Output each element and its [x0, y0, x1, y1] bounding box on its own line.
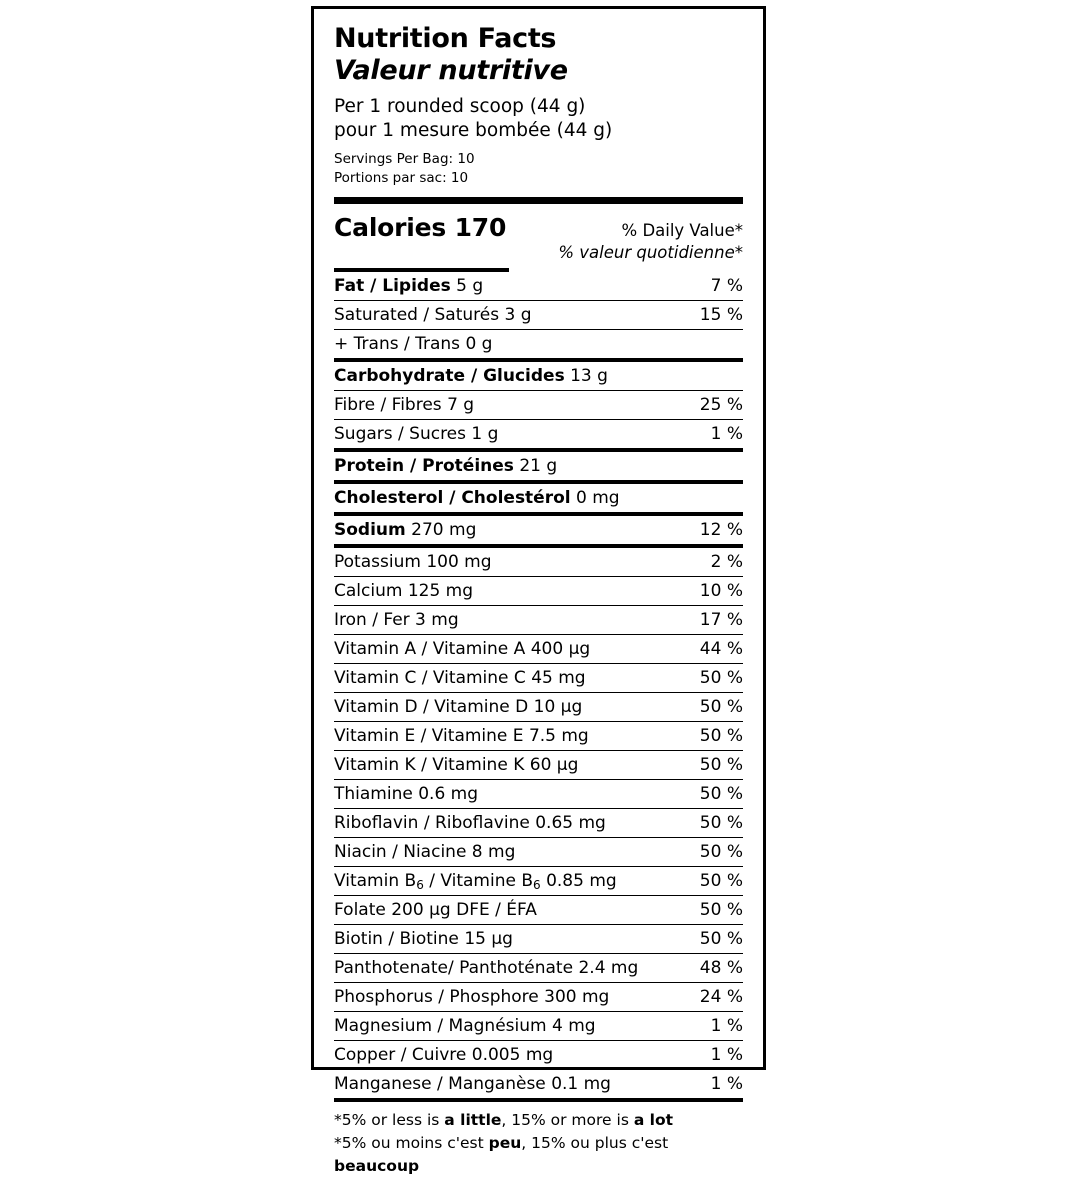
- nutrient-name: Vitamin C / Vitamine C 45 mg: [334, 663, 692, 692]
- table-row: [334, 419, 743, 450]
- title-english: Nutrition Facts: [334, 23, 557, 54]
- nutrient-dv: 50 %: [692, 866, 743, 895]
- serving-size-french: pour 1 mesure bombée (44 g): [334, 120, 613, 142]
- nutrient-dv: 50 %: [692, 808, 743, 837]
- nutrient-name: Manganese / Manganèse 0.1 mg: [334, 1069, 692, 1100]
- table-row: [334, 605, 743, 634]
- nutrient-name: Fat / Lipides 5 g: [334, 272, 692, 301]
- nutrient-dv: 50 %: [692, 692, 743, 721]
- table-row: [334, 895, 743, 924]
- footnote-french: *5% ou moins c'est peu, 15% ou plus c'est beaucoup: [334, 1133, 669, 1175]
- nutrient-dv: 1 %: [692, 1069, 743, 1100]
- nutrient-name: Sodium 270 mg: [334, 514, 692, 546]
- nutrient-name: Iron / Fer 3 mg: [334, 605, 692, 634]
- divider-thick-top: [334, 197, 743, 204]
- table-row: [334, 1040, 743, 1069]
- table-row: [334, 1069, 743, 1100]
- nutrition-facts-inner: [314, 9, 763, 1175]
- table-row: [334, 663, 743, 692]
- nutrient-dv: 50 %: [692, 895, 743, 924]
- table-row: [334, 692, 743, 721]
- daily-value-header: [558, 213, 743, 265]
- table-row: [334, 982, 743, 1011]
- nutrient-name: Panthotenate/ Panthoténate 2.4 mg: [334, 953, 692, 982]
- footnote-english: *5% or less is a little, 15% or more is a lot: [334, 1110, 674, 1129]
- footnote: [334, 1102, 743, 1178]
- nutrient-dv: 50 %: [692, 721, 743, 750]
- serving-size-english: Per 1 rounded scoop (44 g): [334, 95, 586, 117]
- table-row: [334, 546, 743, 577]
- table-row: [334, 390, 743, 419]
- nutrient-name: Protein / Protéines 21 g: [334, 450, 692, 482]
- nutrient-name: Carbohydrate / Glucides 13 g: [334, 360, 692, 391]
- nutrient-name: Cholesterol / Cholestérol 0 mg: [334, 482, 692, 514]
- nutrient-dv: [692, 360, 743, 391]
- nutrient-name: Saturated / Saturés 3 g: [334, 300, 692, 329]
- table-row: [334, 750, 743, 779]
- nutrient-name: Vitamin K / Vitamine K 60 µg: [334, 750, 692, 779]
- table-row: [334, 514, 743, 546]
- nutrient-name: Copper / Cuivre 0.005 mg: [334, 1040, 692, 1069]
- nutrient-name: Vitamin A / Vitamine A 400 µg: [334, 634, 692, 663]
- nutrient-dv: 50 %: [692, 750, 743, 779]
- nutrient-dv: 50 %: [692, 837, 743, 866]
- nutrient-dv: 7 %: [692, 272, 743, 301]
- nutrient-dv: 2 %: [692, 546, 743, 577]
- nutrient-name: Biotin / Biotine 15 µg: [334, 924, 692, 953]
- nutrient-name: + Trans / Trans 0 g: [334, 329, 692, 360]
- nutrient-name: Folate 200 µg DFE / ÉFA: [334, 895, 692, 924]
- table-row: [334, 272, 743, 301]
- daily-value-header-french: % valeur quotidienne*: [558, 243, 743, 263]
- nutrient-dv: [692, 450, 743, 482]
- table-row: [334, 721, 743, 750]
- servings-per-bag-french: Portions par sac: 10: [334, 170, 469, 187]
- nutrient-dv: 50 %: [692, 663, 743, 692]
- table-row: [334, 808, 743, 837]
- table-row: [334, 482, 743, 514]
- nutrient-table: [334, 272, 743, 1102]
- table-row: [334, 779, 743, 808]
- nutrient-name: Sugars / Sucres 1 g: [334, 419, 692, 450]
- nutrient-dv: [692, 482, 743, 514]
- table-row: [334, 300, 743, 329]
- calories-row: [334, 204, 743, 265]
- nutrient-dv: 1 %: [692, 1011, 743, 1040]
- nutrient-dv: 12 %: [692, 514, 743, 546]
- nutrient-name: Thiamine 0.6 mg: [334, 779, 692, 808]
- table-row: [334, 576, 743, 605]
- nutrient-name: Vitamin B6 / Vitamine B6 0.85 mg: [334, 866, 692, 895]
- nutrient-dv: 24 %: [692, 982, 743, 1011]
- table-row: [334, 329, 743, 360]
- nutrient-dv: 1 %: [692, 1040, 743, 1069]
- nutrient-dv: 48 %: [692, 953, 743, 982]
- nutrient-dv: 1 %: [692, 419, 743, 450]
- nutrient-name: Vitamin D / Vitamine D 10 µg: [334, 692, 692, 721]
- nutrient-dv: [692, 329, 743, 360]
- servings-per-bag-english: Servings Per Bag: 10: [334, 150, 475, 167]
- nutrient-dv: 10 %: [692, 576, 743, 605]
- nutrient-dv: 25 %: [692, 390, 743, 419]
- table-row: [334, 924, 743, 953]
- nutrient-name: Calcium 125 mg: [334, 576, 692, 605]
- calories-label: Calories 170: [334, 213, 507, 243]
- table-row: [334, 1011, 743, 1040]
- table-row: [334, 634, 743, 663]
- daily-value-header-english: % Daily Value*: [621, 221, 743, 241]
- nutrient-dv: 50 %: [692, 779, 743, 808]
- nutrient-dv: 44 %: [692, 634, 743, 663]
- nutrient-name: Riboflavin / Riboflavine 0.65 mg: [334, 808, 692, 837]
- table-row: [334, 450, 743, 482]
- nutrition-facts-panel: [311, 6, 766, 1175]
- nutrient-name: Vitamin E / Vitamine E 7.5 mg: [334, 721, 692, 750]
- table-row: [334, 837, 743, 866]
- table-row: [334, 360, 743, 391]
- nutrient-name: Niacin / Niacine 8 mg: [334, 837, 692, 866]
- nutrient-dv: 17 %: [692, 605, 743, 634]
- nutrient-dv: 15 %: [692, 300, 743, 329]
- title-french: Valeur nutritive: [334, 54, 568, 86]
- table-row: [334, 953, 743, 982]
- nutrient-name: Potassium 100 mg: [334, 546, 692, 577]
- nutrient-dv: 50 %: [692, 924, 743, 953]
- nutrient-name: Fibre / Fibres 7 g: [334, 390, 692, 419]
- table-row: [334, 866, 743, 895]
- nutrient-name: Phosphorus / Phosphore 300 mg: [334, 982, 692, 1011]
- nutrient-name: Magnesium / Magnésium 4 mg: [334, 1011, 692, 1040]
